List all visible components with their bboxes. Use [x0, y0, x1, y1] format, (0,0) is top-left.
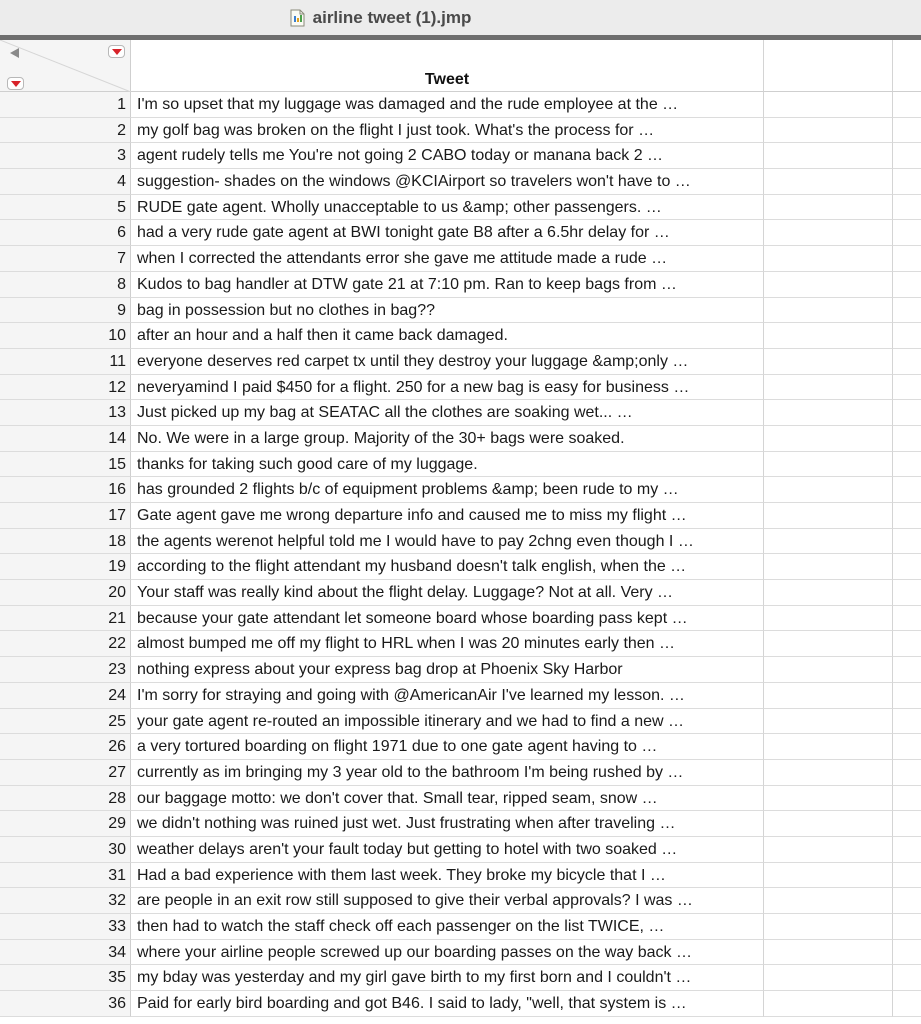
tweet-cell[interactable]: we didn't nothing was ruined just wet. Just frustrating when after traveling …: [131, 811, 764, 837]
row-number[interactable]: 22: [0, 631, 131, 657]
row-number[interactable]: 28: [0, 786, 131, 812]
row-number[interactable]: 27: [0, 760, 131, 786]
table-corner: [0, 40, 131, 92]
table-row[interactable]: [0, 272, 921, 298]
table-row[interactable]: [0, 940, 921, 966]
empty-cell[interactable]: [764, 940, 893, 966]
table-row[interactable]: [0, 323, 921, 349]
table-row[interactable]: [0, 169, 921, 195]
tweet-cell[interactable]: Had a bad experience with them last week. They broke my bicycle that I …: [131, 863, 764, 889]
empty-cell[interactable]: [893, 529, 921, 555]
tweet-cell[interactable]: neveryamind I paid $450 for a flight. 250 for a new bag is easy for business …: [131, 375, 764, 401]
tweet-cell[interactable]: thanks for taking such good care of my luggage.: [131, 452, 764, 478]
tweet-cell[interactable]: my bday was yesterday and my girl gave birth to my first born and I couldn't …: [131, 965, 764, 991]
row-number[interactable]: 33: [0, 914, 131, 940]
tweet-cell[interactable]: then had to watch the staff check off each passenger on the list TWICE, …: [131, 914, 764, 940]
table-row[interactable]: [0, 195, 921, 221]
empty-cell[interactable]: [764, 298, 893, 324]
empty-cell[interactable]: [764, 426, 893, 452]
empty-cell[interactable]: [764, 888, 893, 914]
row-number[interactable]: 24: [0, 683, 131, 709]
row-number[interactable]: 6: [0, 220, 131, 246]
empty-cell[interactable]: [764, 554, 893, 580]
tweet-cell[interactable]: a very tortured boarding on flight 1971 due to one gate agent having to …: [131, 734, 764, 760]
tweet-cell[interactable]: Your staff was really kind about the flight delay. Luggage? Not at all. Very …: [131, 580, 764, 606]
empty-cell[interactable]: [764, 169, 893, 195]
empty-cell[interactable]: [893, 786, 921, 812]
empty-cell[interactable]: [764, 400, 893, 426]
row-number[interactable]: 15: [0, 452, 131, 478]
table-row[interactable]: [0, 683, 921, 709]
empty-cell[interactable]: [764, 965, 893, 991]
empty-cell[interactable]: [893, 709, 921, 735]
tweet-cell[interactable]: are people in an exit row still supposed to give their verbal approvals? I was …: [131, 888, 764, 914]
table-row[interactable]: [0, 760, 921, 786]
empty-cell[interactable]: [764, 92, 893, 118]
table-row[interactable]: [0, 709, 921, 735]
row-number[interactable]: 1: [0, 92, 131, 118]
empty-cell[interactable]: [764, 606, 893, 632]
empty-cell[interactable]: [893, 914, 921, 940]
empty-cell[interactable]: [764, 631, 893, 657]
table-row[interactable]: [0, 529, 921, 555]
empty-cell[interactable]: [893, 863, 921, 889]
tweet-cell[interactable]: our baggage motto: we don't cover that. Small tear, ripped seam, snow …: [131, 786, 764, 812]
empty-cell[interactable]: [764, 580, 893, 606]
empty-cell[interactable]: [893, 349, 921, 375]
empty-cell[interactable]: [764, 837, 893, 863]
empty-cell[interactable]: [893, 375, 921, 401]
empty-cell[interactable]: [893, 683, 921, 709]
tweet-cell[interactable]: because your gate attendant let someone board whose boarding pass kept …: [131, 606, 764, 632]
empty-cell[interactable]: [893, 631, 921, 657]
empty-cell[interactable]: [764, 220, 893, 246]
tweet-cell[interactable]: I'm so upset that my luggage was damaged and the rude employee at the …: [131, 92, 764, 118]
table-row[interactable]: [0, 349, 921, 375]
empty-cell[interactable]: [764, 914, 893, 940]
empty-cell[interactable]: [764, 991, 893, 1017]
empty-cell[interactable]: [893, 477, 921, 503]
tweet-cell[interactable]: Gate agent gave me wrong departure info and caused me to miss my flight …: [131, 503, 764, 529]
tweet-cell[interactable]: RUDE gate agent. Wholly unacceptable to us &amp; other passengers. …: [131, 195, 764, 221]
empty-cell[interactable]: [893, 734, 921, 760]
row-number[interactable]: 21: [0, 606, 131, 632]
empty-cell[interactable]: [893, 118, 921, 144]
data-grid: [0, 92, 921, 1017]
row-number[interactable]: 3: [0, 143, 131, 169]
empty-cell[interactable]: [764, 195, 893, 221]
row-number[interactable]: 10: [0, 323, 131, 349]
tweet-cell[interactable]: had a very rude gate agent at BWI tonight gate B8 after a 6.5hr delay for …: [131, 220, 764, 246]
table-row[interactable]: [0, 734, 921, 760]
empty-cell[interactable]: [893, 606, 921, 632]
empty-cell[interactable]: [893, 195, 921, 221]
table-row[interactable]: [0, 631, 921, 657]
table-row[interactable]: [0, 888, 921, 914]
table-row[interactable]: [0, 426, 921, 452]
empty-cell[interactable]: [893, 940, 921, 966]
empty-cell[interactable]: [764, 118, 893, 144]
table-row[interactable]: [0, 400, 921, 426]
tweet-cell[interactable]: almost bumped me off my flight to HRL when I was 20 minutes early then …: [131, 631, 764, 657]
window-title: airline tweet (1).jmp: [312, 7, 472, 27]
tweet-cell[interactable]: Paid for early bird boarding and got B46. I said to lady, "well, that system is …: [131, 991, 764, 1017]
tweet-cell[interactable]: suggestion- shades on the windows @KCIAirport so travelers won't have to …: [131, 169, 764, 195]
empty-cell[interactable]: [764, 477, 893, 503]
empty-cell[interactable]: [893, 298, 921, 324]
empty-cell[interactable]: [893, 169, 921, 195]
table-row[interactable]: [0, 143, 921, 169]
empty-cell[interactable]: [764, 529, 893, 555]
tweet-cell[interactable]: when I corrected the attendants error she gave me attitude made a rude …: [131, 246, 764, 272]
table-row[interactable]: [0, 786, 921, 812]
empty-cell[interactable]: [764, 272, 893, 298]
row-number[interactable]: 12: [0, 375, 131, 401]
empty-cell[interactable]: [764, 246, 893, 272]
empty-cell[interactable]: [764, 657, 893, 683]
empty-cell[interactable]: [764, 811, 893, 837]
row-number[interactable]: 36: [0, 991, 131, 1017]
row-number[interactable]: 20: [0, 580, 131, 606]
empty-cell[interactable]: [893, 452, 921, 478]
empty-cell[interactable]: [893, 246, 921, 272]
row-number[interactable]: 32: [0, 888, 131, 914]
row-number[interactable]: 25: [0, 709, 131, 735]
table-row[interactable]: [0, 837, 921, 863]
empty-cell[interactable]: [893, 760, 921, 786]
table-row[interactable]: [0, 965, 921, 991]
row-number[interactable]: 8: [0, 272, 131, 298]
window-titlebar: [0, 0, 921, 35]
empty-cell[interactable]: [764, 375, 893, 401]
table-row[interactable]: [0, 375, 921, 401]
column-header-empty[interactable]: [764, 40, 893, 92]
table-row[interactable]: [0, 863, 921, 889]
row-number[interactable]: 34: [0, 940, 131, 966]
empty-cell[interactable]: [764, 786, 893, 812]
row-number[interactable]: 35: [0, 965, 131, 991]
table-row[interactable]: [0, 477, 921, 503]
tweet-cell[interactable]: has grounded 2 flights b/c of equipment problems &amp; been rude to my …: [131, 477, 764, 503]
row-number[interactable]: 30: [0, 837, 131, 863]
jmp-file-icon: [290, 9, 305, 27]
row-number[interactable]: 29: [0, 811, 131, 837]
table-row[interactable]: [0, 580, 921, 606]
empty-cell[interactable]: [764, 863, 893, 889]
table-row[interactable]: [0, 298, 921, 324]
empty-cell[interactable]: [893, 272, 921, 298]
tweet-cell[interactable]: your gate agent re-routed an impossible itinerary and we had to find a new …: [131, 709, 764, 735]
tweet-cell[interactable]: No. We were in a large group. Majority of the 30+ bags were soaked.: [131, 426, 764, 452]
row-menu-dropdown-icon[interactable]: [7, 77, 24, 90]
row-number[interactable]: 9: [0, 298, 131, 324]
table-row[interactable]: [0, 92, 921, 118]
empty-cell[interactable]: [893, 965, 921, 991]
tweet-cell[interactable]: everyone deserves red carpet tx until they destroy your luggage &amp;only …: [131, 349, 764, 375]
collapse-panel-arrow-icon[interactable]: [10, 48, 19, 58]
table-row[interactable]: [0, 657, 921, 683]
empty-cell[interactable]: [893, 554, 921, 580]
table-row[interactable]: [0, 811, 921, 837]
row-number[interactable]: 18: [0, 529, 131, 555]
row-number[interactable]: 7: [0, 246, 131, 272]
tweet-cell[interactable]: Just picked up my bag at SEATAC all the clothes are soaking wet... …: [131, 400, 764, 426]
row-number[interactable]: 13: [0, 400, 131, 426]
tweet-cell[interactable]: my golf bag was broken on the flight I just took. What's the process for …: [131, 118, 764, 144]
empty-cell[interactable]: [764, 349, 893, 375]
row-number[interactable]: 31: [0, 863, 131, 889]
empty-cell[interactable]: [764, 143, 893, 169]
tweet-cell[interactable]: bag in possession but no clothes in bag??: [131, 298, 764, 324]
empty-cell[interactable]: [764, 709, 893, 735]
row-number[interactable]: 17: [0, 503, 131, 529]
empty-cell[interactable]: [893, 811, 921, 837]
empty-cell[interactable]: [893, 837, 921, 863]
tweet-cell[interactable]: after an hour and a half then it came back damaged.: [131, 323, 764, 349]
empty-cell[interactable]: [893, 580, 921, 606]
column-menu-dropdown-icon[interactable]: [108, 45, 125, 58]
empty-cell[interactable]: [893, 323, 921, 349]
empty-cell[interactable]: [893, 888, 921, 914]
table-row[interactable]: [0, 554, 921, 580]
tweet-cell[interactable]: agent rudely tells me You're not going 2 CABO today or manana back 2 …: [131, 143, 764, 169]
empty-cell[interactable]: [893, 143, 921, 169]
table-row[interactable]: [0, 606, 921, 632]
tweet-cell[interactable]: currently as im bringing my 3 year old to the bathroom I'm being rushed by …: [131, 760, 764, 786]
empty-cell[interactable]: [764, 503, 893, 529]
column-header-tweet[interactable]: Tweet: [131, 40, 764, 92]
tweet-cell[interactable]: where your airline people screwed up our boarding passes on the way back …: [131, 940, 764, 966]
row-number[interactable]: 4: [0, 169, 131, 195]
row-number[interactable]: 19: [0, 554, 131, 580]
row-number[interactable]: 26: [0, 734, 131, 760]
table-row[interactable]: [0, 220, 921, 246]
table-row[interactable]: [0, 914, 921, 940]
row-number[interactable]: 2: [0, 118, 131, 144]
row-number[interactable]: 14: [0, 426, 131, 452]
empty-cell[interactable]: [893, 426, 921, 452]
empty-cell[interactable]: [764, 734, 893, 760]
table-row[interactable]: [0, 118, 921, 144]
tweet-cell[interactable]: nothing express about your express bag drop at Phoenix Sky Harbor: [131, 657, 764, 683]
empty-cell[interactable]: [893, 503, 921, 529]
empty-cell[interactable]: [893, 991, 921, 1017]
empty-cell[interactable]: [764, 323, 893, 349]
tweet-cell[interactable]: the agents werenot helpful told me I would have to pay 2chng even though I …: [131, 529, 764, 555]
table-row[interactable]: [0, 452, 921, 478]
empty-cell[interactable]: [893, 92, 921, 118]
row-number[interactable]: 5: [0, 195, 131, 221]
table-row[interactable]: [0, 991, 921, 1017]
row-number[interactable]: 11: [0, 349, 131, 375]
empty-cell[interactable]: [893, 657, 921, 683]
tweet-cell[interactable]: weather delays aren't your fault today but getting to hotel with two soaked …: [131, 837, 764, 863]
tweet-cell[interactable]: Kudos to bag handler at DTW gate 21 at 7:10 pm. Ran to keep bags from …: [131, 272, 764, 298]
empty-cell[interactable]: [764, 683, 893, 709]
table-row[interactable]: [0, 246, 921, 272]
empty-cell[interactable]: [764, 452, 893, 478]
empty-cell[interactable]: [764, 760, 893, 786]
table-row[interactable]: [0, 503, 921, 529]
tweet-cell[interactable]: I'm sorry for straying and going with @AmericanAir I've learned my lesson. …: [131, 683, 764, 709]
row-number[interactable]: 23: [0, 657, 131, 683]
column-header-empty[interactable]: [893, 40, 921, 92]
row-number[interactable]: 16: [0, 477, 131, 503]
empty-cell[interactable]: [893, 400, 921, 426]
tweet-cell[interactable]: according to the flight attendant my husband doesn't talk english, when the …: [131, 554, 764, 580]
empty-cell[interactable]: [893, 220, 921, 246]
